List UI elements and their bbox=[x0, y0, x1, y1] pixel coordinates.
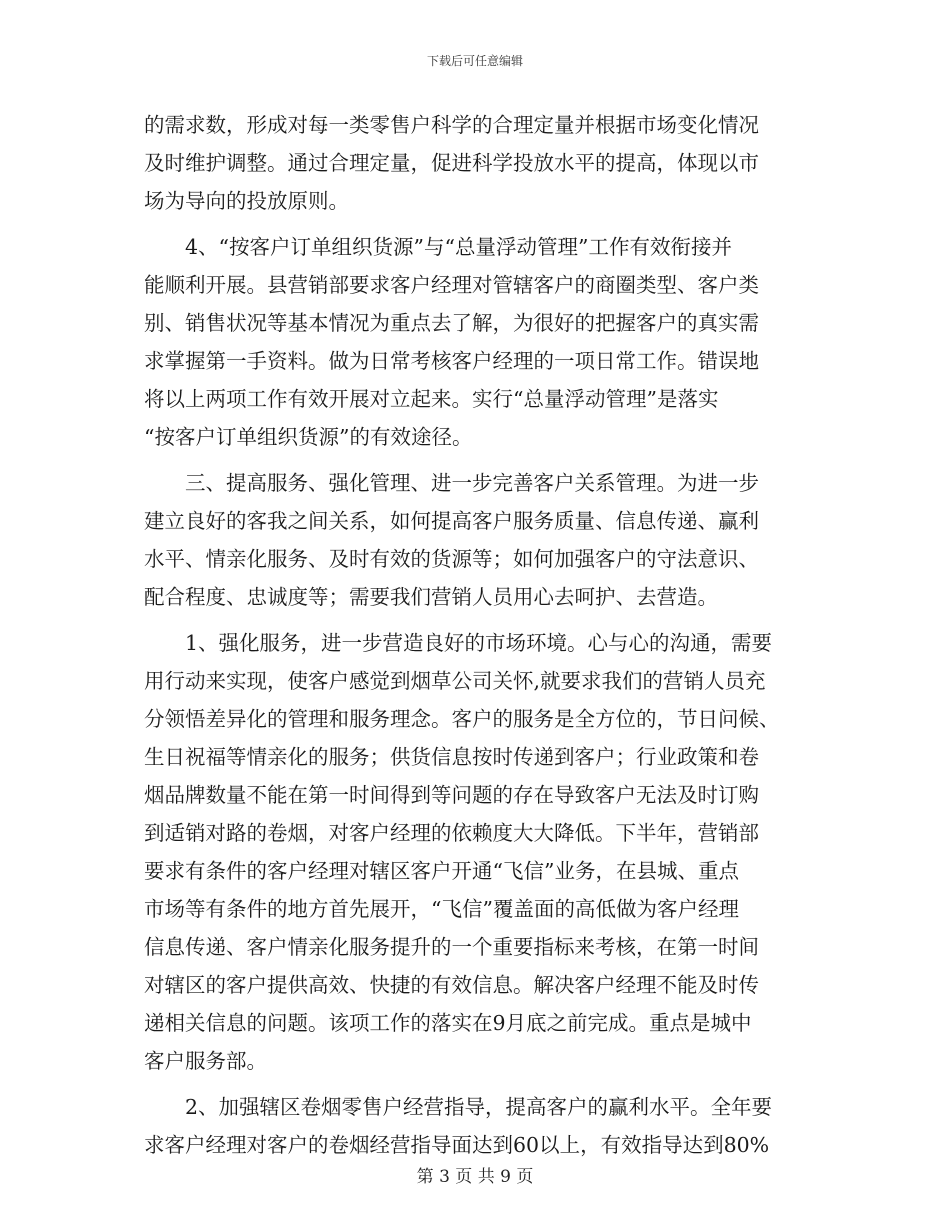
text-line: 对辖区的客户提供高效、快捷的有效信息。解决客户经理不能及时传 bbox=[144, 973, 759, 997]
text-line: 求掌握第一手资料。做为日常考核客户经理的一项日常工作。错误地 bbox=[144, 349, 759, 373]
text-line: 市场等有条件的地方首先展开，“飞信”覆盖面的高低做为客户经理 bbox=[144, 897, 739, 921]
text-line: 将以上两项工作有效开展对立起来。实行“总量浮动管理”是落实 bbox=[144, 387, 719, 411]
text-line: 求客户经理对客户的卷烟经营指导面达到60以上，有效指导达到80% bbox=[144, 1133, 770, 1157]
text-line: 分领悟差异化的管理和服务理念。客户的服务是全方位的，节日问候、 bbox=[144, 707, 780, 731]
text-line: 的需求数，形成对每一类零售户科学的合理定量并根据市场变化情况 bbox=[144, 113, 759, 137]
text-line: 4、“按客户订单组织货源”与“总量浮动管理”工作有效衔接并 bbox=[144, 235, 732, 259]
text-line: 水平、情亲化服务、及时有效的货源等；如何加强客户的守法意识、 bbox=[144, 547, 759, 571]
text-line: 别、销售状况等基本情况为重点去了解，为很好的把握客户的真实需 bbox=[144, 311, 759, 335]
text-line: 到适销对路的卷烟，对客户经理的依赖度大大降低。下半年，营销部 bbox=[144, 821, 759, 845]
paragraph bbox=[144, 1088, 806, 1164]
text-line: 2、加强辖区卷烟零售户经营指导，提高客户的赢利水平。全年要 bbox=[144, 1095, 773, 1119]
text-line: 客户服务部。 bbox=[144, 1049, 267, 1073]
text-line: 递相关信息的问题。该项工作的落实在9月底之前完成。重点是城中 bbox=[144, 1011, 752, 1035]
text-line: 要求有条件的客户经理对辖区客户开通“飞信”业务，在县城、重点 bbox=[144, 859, 739, 883]
text-line: 三、提高服务、强化管理、进一步完善客户关系管理。为进一步 bbox=[144, 471, 759, 495]
text-line: 用行动来实现，使客户感觉到烟草公司关怀,就要求我们的营销人员充 bbox=[144, 669, 766, 693]
text-line: 及时维护调整。通过合理定量，促进科学投放水平的提高，体现以市 bbox=[144, 151, 759, 175]
text-line: 信息传递、客户情亲化服务提升的一个重要指标来考核，在第一时间 bbox=[144, 935, 759, 959]
text-line: 能顺利开展。县营销部要求客户经理对管辖客户的商圈类型、客户类 bbox=[144, 273, 759, 297]
text-line: “按客户订单组织货源”的有效途径。 bbox=[144, 425, 473, 449]
paragraph bbox=[144, 464, 806, 616]
text-line: 烟品牌数量不能在第一时间得到等问题的存在导致客户无法及时订购 bbox=[144, 783, 759, 807]
paragraph bbox=[144, 106, 806, 220]
page-header-note: 下载后可任意编辑 bbox=[426, 54, 523, 68]
text-line: 建立良好的客我之间关系，如何提高客户服务质量、信息传递、赢利 bbox=[144, 509, 759, 533]
text-line: 生日祝福等情亲化的服务；供货信息按时传递到客户；行业政策和卷 bbox=[144, 745, 759, 769]
paragraph bbox=[144, 624, 806, 1080]
document-body bbox=[144, 106, 806, 1164]
text-line: 场为导向的投放原则。 bbox=[144, 189, 349, 213]
text-line: 1、强化服务，进一步营造良好的市场环境。心与心的沟通，需要 bbox=[144, 631, 773, 655]
page-number: 第 3 页 共 9 页 bbox=[416, 1167, 534, 1187]
text-line: 配合程度、忠诚度等；需要我们营销人员用心去呵护、去营造。 bbox=[144, 585, 718, 609]
paragraph bbox=[144, 228, 806, 456]
